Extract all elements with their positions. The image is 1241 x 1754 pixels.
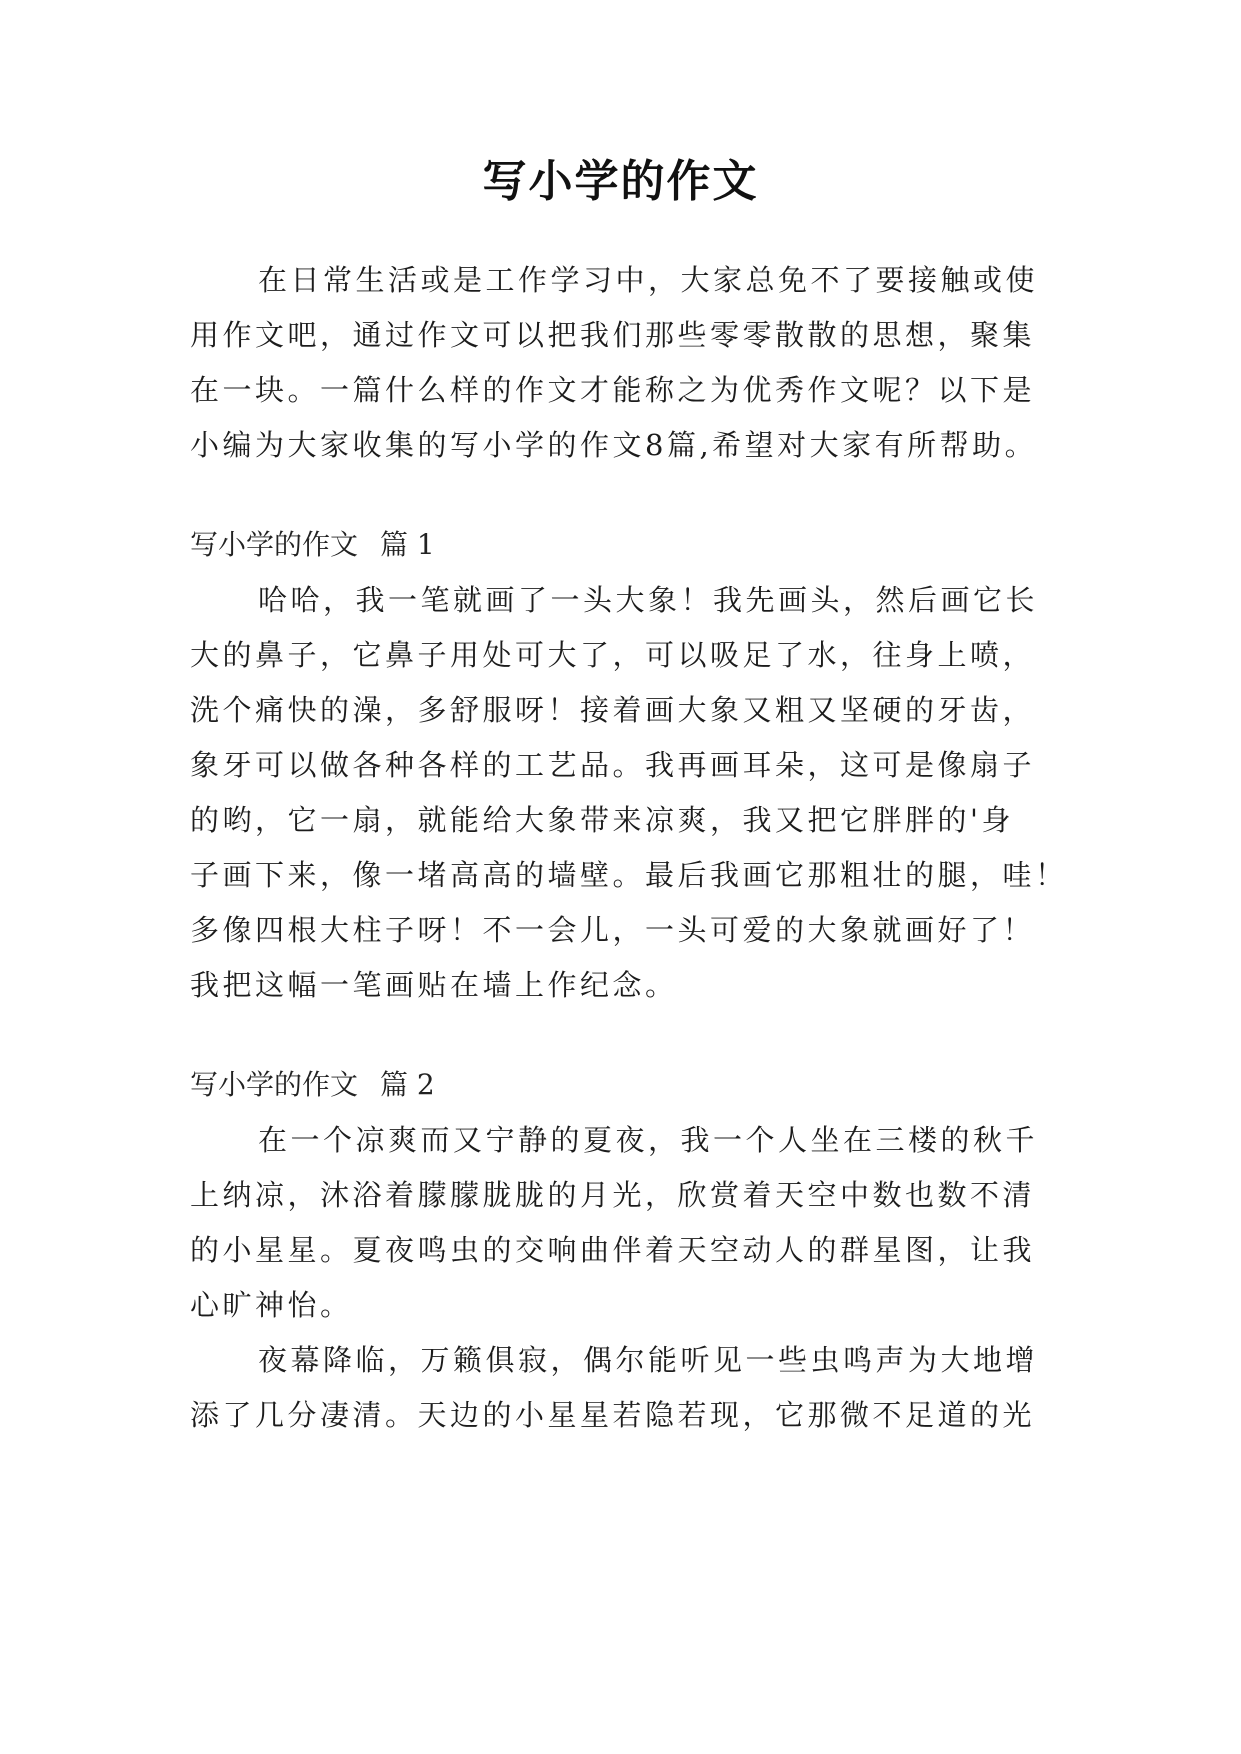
intro-line: 在一块。一篇什么样的作文才能称之为优秀作文呢？以下是 bbox=[190, 373, 1036, 407]
paragraph-line: 心旷神怡。 bbox=[190, 1288, 353, 1322]
paragraph-line: 我把这幅一笔画贴在墙上作纪念。 bbox=[190, 968, 678, 1002]
document-title: 写小学的作文 bbox=[482, 156, 759, 207]
paragraph-line: 添了几分凄清。天边的小星星若隐若现，它那微不足道的光 bbox=[190, 1398, 1036, 1432]
paragraph-line: 洗个痛快的澡，多舒服呀！接着画大象又粗又坚硬的牙齿， bbox=[190, 693, 1036, 727]
section-heading-text: 写小学的作文 bbox=[190, 528, 359, 561]
paragraph-line: 子画下来，像一堵高高的墙壁。最后我画它那粗壮的腿，哇！ bbox=[190, 858, 1068, 892]
paragraph-line: 夜幕降临，万籁俱寂，偶尔能听见一些虫鸣声为大地增 bbox=[258, 1343, 1039, 1377]
section-heading-text: 写小学的作文 bbox=[190, 1068, 359, 1101]
paragraph-line: 在一个凉爽而又宁静的夏夜，我一个人坐在三楼的秋千 bbox=[258, 1123, 1039, 1157]
paragraph-line: 大的鼻子，它鼻子用处可大了，可以吸足了水，往身上喷， bbox=[190, 638, 1036, 672]
section-heading bbox=[190, 520, 435, 570]
paragraph-line: 象牙可以做各种各样的工艺品。我再画耳朵，这可是像扇子 bbox=[190, 748, 1036, 782]
paragraph-line: 多像四根大柱子呀！不一会儿，一头可爱的大象就画好了！ bbox=[190, 913, 1036, 947]
paragraph-line: 上纳凉，沐浴着朦朦胧胧的月光，欣赏着天空中数也数不清 bbox=[190, 1178, 1036, 1212]
section-number: 篇 2 bbox=[380, 1068, 435, 1101]
intro-line: 用作文吧，通过作文可以把我们那些零零散散的思想，聚集 bbox=[190, 318, 1036, 352]
intro-line: 小编为大家收集的写小学的作文8篇,希望对大家有所帮助。 bbox=[190, 428, 1038, 462]
paragraph-line: 的哟，它一扇，就能给大象带来凉爽，我又把它胖胖的'身 bbox=[190, 803, 1014, 837]
section-heading bbox=[190, 1060, 435, 1110]
section-number: 篇 1 bbox=[380, 528, 435, 561]
paragraph-line: 的小星星。夏夜鸣虫的交响曲伴着天空动人的群星图，让我 bbox=[190, 1233, 1036, 1267]
intro-line: 在日常生活或是工作学习中，大家总免不了要接触或使 bbox=[258, 263, 1039, 297]
paragraph-line: 哈哈，我一笔就画了一头大象！我先画头，然后画它长 bbox=[258, 583, 1039, 617]
